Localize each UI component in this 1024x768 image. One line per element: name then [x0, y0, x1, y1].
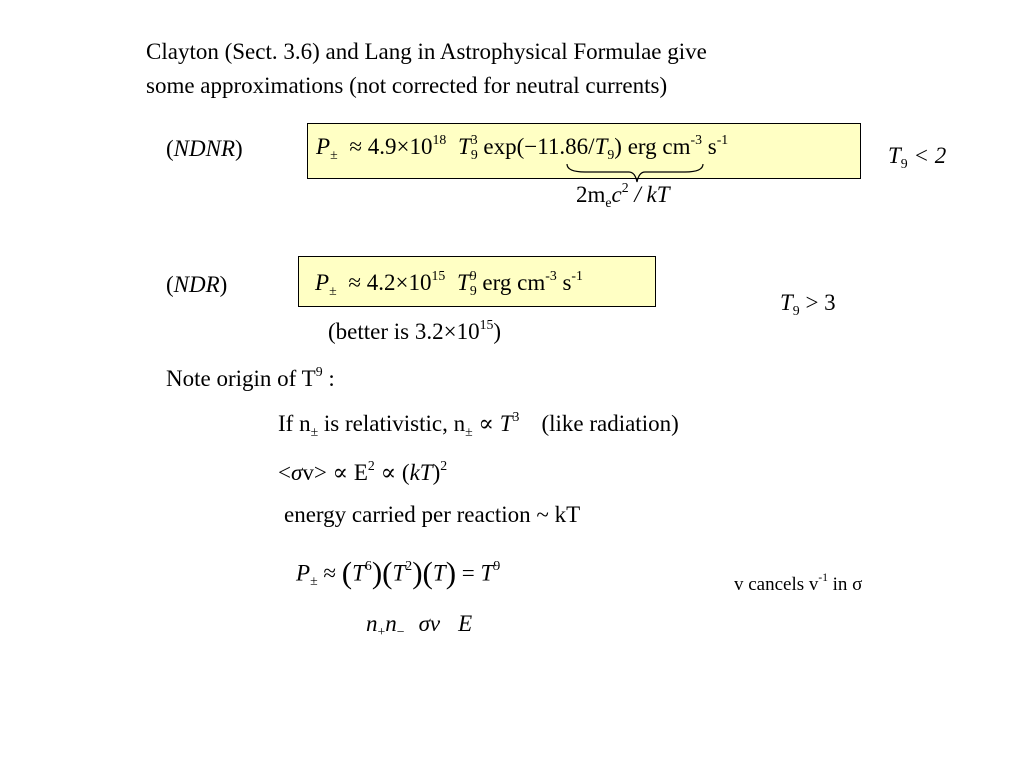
- intro-line-1: Clayton (Sect. 3.6) and Lang in Astrophysical Formulae give: [146, 39, 707, 64]
- explanation-line-2: $<\sigma v> \propto E^2 \propto (kT)^2$: [278, 457, 448, 485]
- brace-annotation: $2m_ec^2$ / kT: [576, 179, 670, 210]
- note-heading: Note origin of $T^9$ :: [166, 363, 335, 391]
- explanation-line-3: energy carried per reaction ~ kT: [284, 502, 581, 527]
- cancel-note: v cancels $v^{-1}$ in σ: [734, 572, 863, 595]
- ndnr-condition: $T_9 < 2$: [888, 143, 947, 171]
- final-equation: $P_\pm \approx (T^6)(T^2)(T) = T^9$: [296, 555, 501, 590]
- final-labels: $n_+n_-$ σv E: [366, 611, 473, 639]
- ndnr-label: (NDNR): [166, 136, 243, 161]
- ndr-better-note: (better is $3.2\times 10^{15}$): [328, 316, 502, 344]
- ndnr-formula: $P_\pm \approx 4.9\times 10^{18}$ $T_9^3$ $\exp(-11.86/T_9)$ erg $cm^{-3}$ $s^{-1}$: [316, 131, 729, 162]
- ndr-formula: $P_\pm \approx 4.2\times 10^{15}$ $T_9^9$ erg $cm^{-3}$ $s^{-1}$: [315, 267, 583, 298]
- ndr-condition: $T_9 > 3$: [780, 290, 836, 318]
- explanation-line-1: If $n_\pm$ is relativistic, $n_\pm \propto T^3$ (like radiation): [278, 408, 679, 439]
- intro-line-2: some approximations (not corrected for neutral currents): [146, 73, 668, 98]
- ndr-label: (NDR): [166, 272, 228, 297]
